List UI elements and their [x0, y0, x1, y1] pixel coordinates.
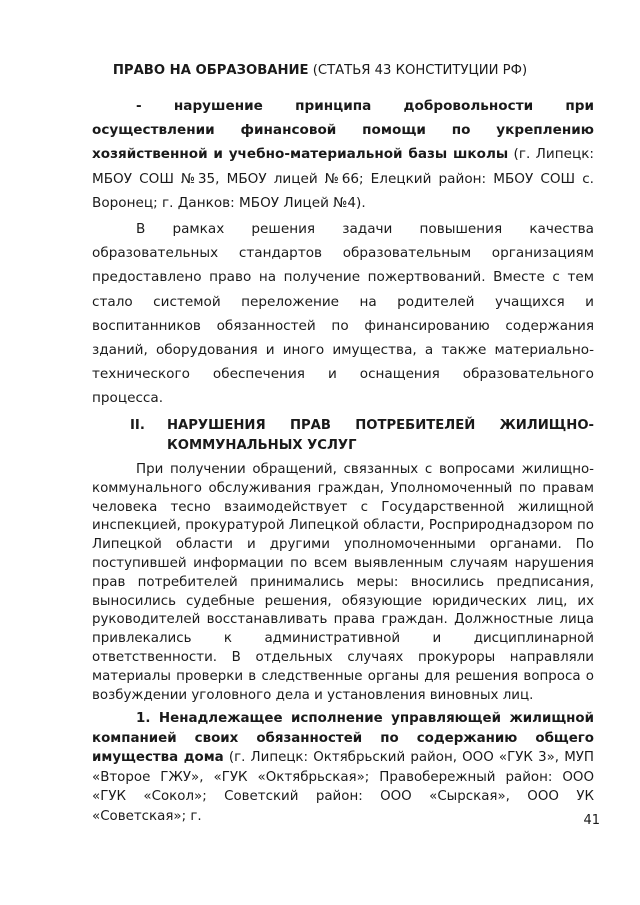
paragraph-bold-lead: 1. Ненадлежащее исполнение управляющей жилищной компанией своих обязанностей по содержанию общего имущества дома [92, 711, 594, 765]
section-title [0, 61, 640, 81]
paragraph-rest: (г. Липецк: МБОУ СОШ №35, МБОУ лицей №66; Елецкий район: МБОУ СОШ с. Воронец; г. Данков: МБОУ Лицей №4). [92, 146, 594, 211]
section-title-rest: (СТАТЬЯ 43 КОНСТИТУЦИИ РФ) [308, 63, 528, 78]
section-heading-ii [130, 416, 594, 455]
paragraph-violation-voluntary [92, 94, 594, 215]
paragraph-donations: В рамках решения задачи повышения качества образовательных стандартов образовательным организациям предоставлено право на получение пожертвований. Вместе с тем стало системой переложение на родителей учащихся и воспитанников обязанностей по финансированию содержания зданий, оборудования и иного имущества, а также материально-технического обеспечения и оснащения образовательного процесса. [92, 221, 594, 407]
paragraph-rest: (г. Липецк: Октябрьский район, ООО «ГУК 3», МУП «Второе ГЖУ», «ГУК «Октябрьская»; Правобережный район: ООО «ГУК «Сокол»; Советский район: ООО «Сырская», ООО УК «Советская»; г. [92, 750, 594, 824]
section-heading-line1: НАРУШЕНИЯ ПРАВ ПОТРЕБИТЕЛЕЙ ЖИЛИЩНО- [167, 418, 594, 433]
page-number: 41 [583, 813, 600, 828]
paragraph-improper-management [92, 709, 594, 826]
paragraph-housing-complaints: При получении обращений, связанных с вопросами жилищно-коммунального обслуживания граждан, Уполномоченный по правам человека тесно взаимодействует с Государственной жилищной инспекцией, прокуратурой Липецкой области, Росприроднадзором по Липецкой области и другими уполномоченными органами. По поступившей информации по всем выявленным случаям нарушения прав потребителей принимались меры: вносились предписания, выносились судебные решения, обязующие юридических лиц, их руководителей восстанавливать права граждан. Должностные лица привлекались к административной и дисциплинарной ответственности. В отдельных случаях прокуроры направляли материалы проверки в следственные органы для решения вопроса о возбуждении уголовного дела и установления виновных лиц. [92, 462, 594, 703]
section-title-bold: ПРАВО НА ОБРАЗОВАНИЕ [112, 63, 309, 78]
paragraph-bold-lead: - нарушение принципа добровольности при осуществлении финансовой помощи по укреплению хозяйственной и учебно-материальной базы школы [92, 98, 594, 163]
section-number: II. [130, 418, 145, 433]
section-heading-line2: КОММУНАЛЬНЫХ УСЛУГ [167, 437, 357, 453]
